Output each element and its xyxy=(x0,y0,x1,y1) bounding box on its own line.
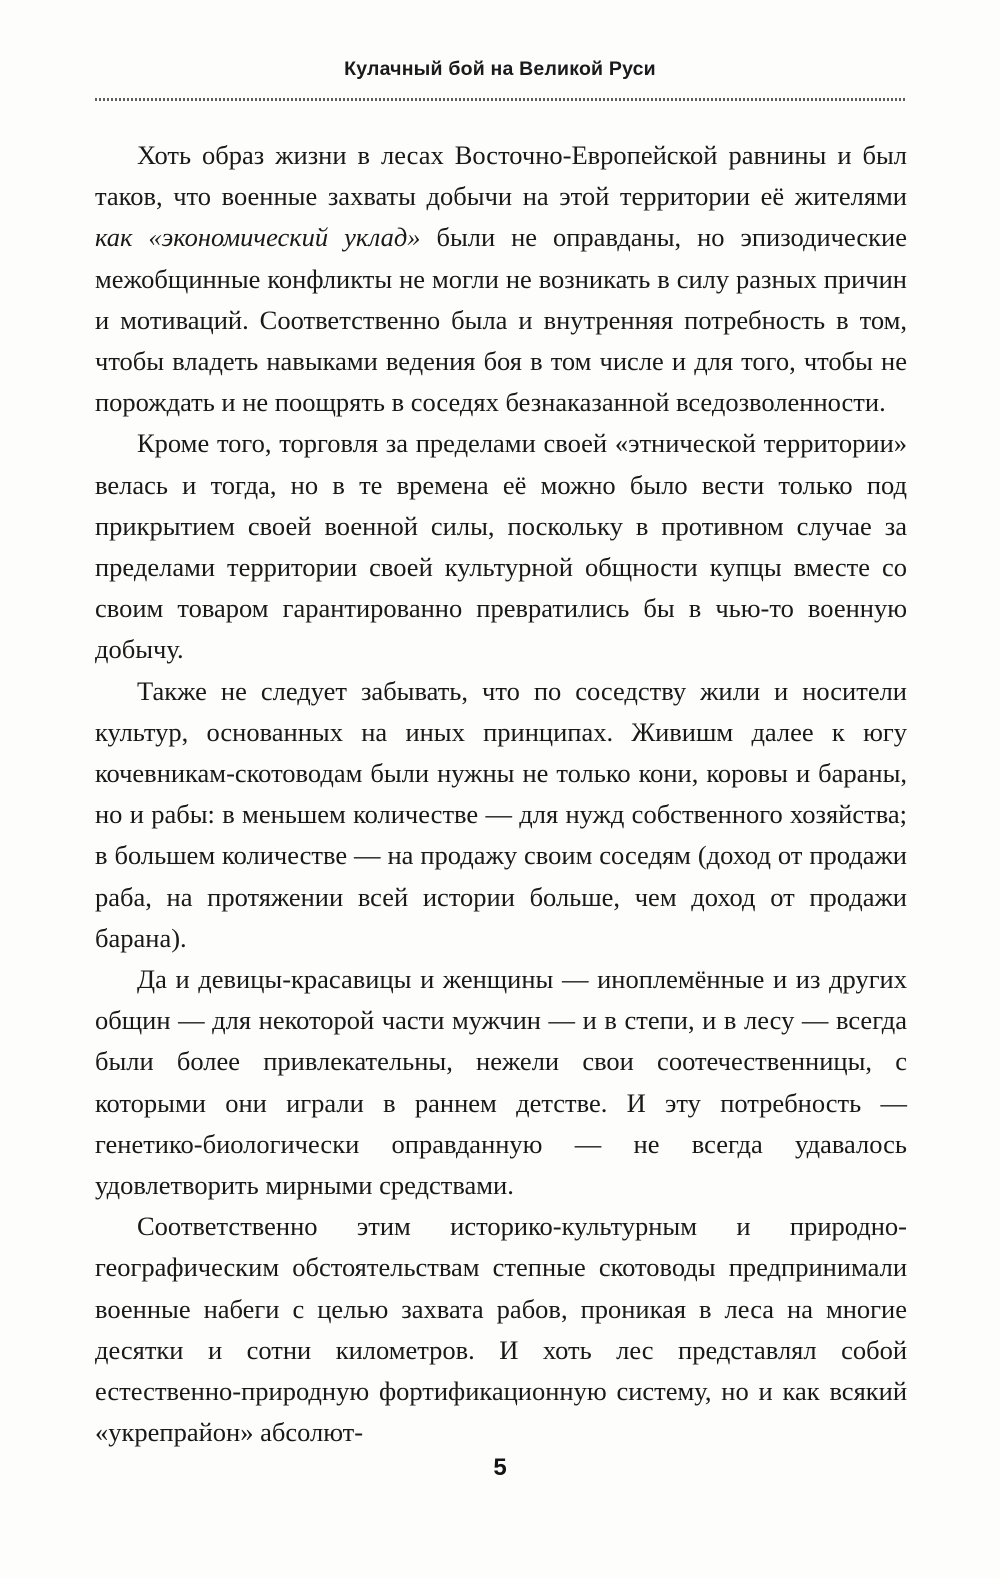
paragraph: Соответственно этим историко-культурным и природно-географическим обстоятельствам степные скотоводы предпринимали военные набеги с целью захвата рабов, проникая в леса на многие десятки и сотни километров. И хоть лес представлял собой естественно-природную фортификационную систему, но и как всякий «укрепрайон» абсолют- xyxy=(95,1211,907,1448)
header-divider xyxy=(95,98,907,101)
paragraph: Да и девицы-красавицы и женщины — иноплемённые и из других общин — для некоторой части мужчин — и в степи, и в лесу — всегда были более привлекательны, нежели свои соотечественницы, с которыми они играли в раннем детстве. И эту потребность — генетико-биологически оправданную — не всегда удавалось удовлетворить мирными средствами. xyxy=(95,964,907,1201)
page-number: 5 xyxy=(493,1454,507,1481)
page-body xyxy=(95,135,907,1454)
paragraph: Кроме того, торговля за пределами своей «этнической территории» велась и тогда, но в те времена её можно было вести только под прикрытием своей военной силы, поскольку в противном случае за пределами территории своей культурной общности купцы вместе со своим товаром гарантированно превратились бы в чью-то военную добычу. xyxy=(95,428,907,665)
paragraph: Хоть образ жизни в лесах Восточно-Европейской равнины и был таков, что военные захваты добычи на этой территории её жителями как «экономический уклад» были не оправданы, но эпизодические межобщинные конфликты не могли не возникать в силу разных причин и мотиваций. Соответственно была и внутренняя потребность в том, чтобы владеть навыками ведения боя в том числе и для того, чтобы не порождать и не поощрять в соседях безнаказанной вседозволенности. xyxy=(95,140,907,418)
running-head: Кулачный бой на Великой Руси xyxy=(344,58,656,80)
paragraph: Также не следует забывать, что по соседству жили и носители культур, основанных на иных принципах. Живишм далее к югу кочевникам-скотоводам были нужны не только кони, коровы и бараны, но и рабы: в меньшем количестве — для нужд собственного хозяйства; в большем количестве — на продажу своим соседям (доход от продажи раба, на протяжении всей истории больше, чем доход от продажи барана). xyxy=(95,675,907,953)
